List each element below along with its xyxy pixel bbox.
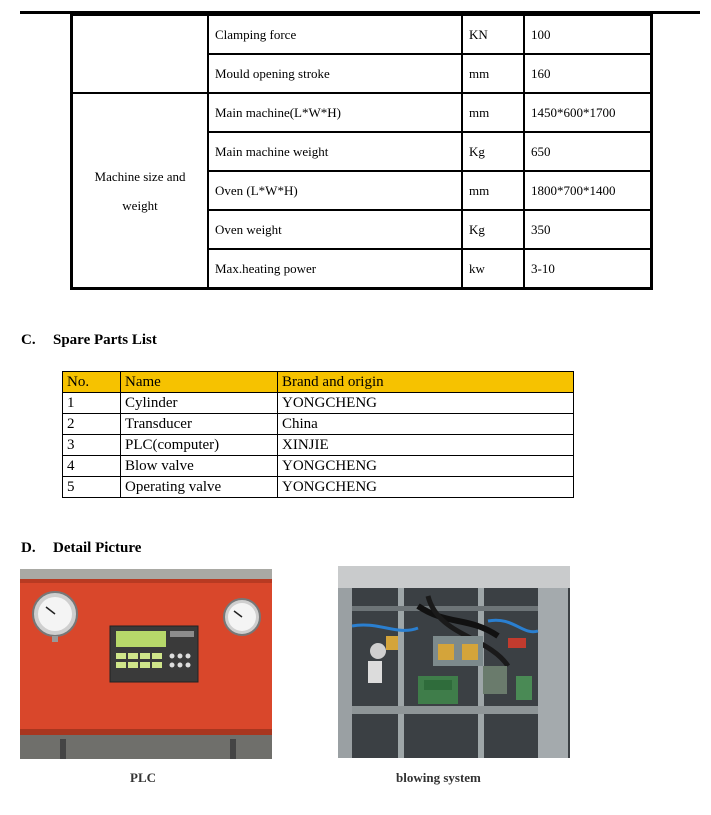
part-name: Blow valve: [121, 456, 278, 477]
spec-row: [72, 93, 652, 132]
part-no: 2: [63, 414, 121, 435]
spec-value: 100: [524, 15, 652, 54]
header-no: No.: [63, 372, 121, 393]
section-d-number: D.: [21, 540, 36, 556]
spec-param: Main machine weight: [208, 132, 462, 171]
spec-unit: Kg: [462, 132, 524, 171]
parts-row: [63, 393, 574, 414]
section-c-title: Spare Parts List: [53, 332, 157, 348]
part-name: Operating valve: [121, 477, 278, 498]
plc-panel-icon: [110, 626, 198, 682]
spec-param: Mould opening stroke: [208, 54, 462, 93]
spec-row: [72, 15, 652, 54]
spec-unit: mm: [462, 93, 524, 132]
pressure-gauge-right-icon: [224, 599, 260, 635]
spec-table: [70, 14, 653, 290]
part-brand: YONGCHENG: [278, 456, 574, 477]
spec-unit: mm: [462, 54, 524, 93]
part-no: 4: [63, 456, 121, 477]
parts-row: [63, 477, 574, 498]
part-no: 5: [63, 477, 121, 498]
blowing-system-photo: [338, 566, 570, 758]
part-name: Transducer: [121, 414, 278, 435]
plc-illustration: [20, 569, 272, 759]
group-label-line1: Machine size and: [94, 168, 186, 184]
part-no: 3: [63, 435, 121, 456]
spare-parts-table: [62, 371, 574, 498]
parts-row: [63, 456, 574, 477]
spec-param: Main machine(L*W*H): [208, 93, 462, 132]
spec-unit: mm: [462, 171, 524, 210]
spec-value: 1800*700*1400: [524, 171, 652, 210]
caption-blowing-system: blowing system: [396, 770, 481, 785]
part-brand: YONGCHENG: [278, 393, 574, 414]
spec-param: Oven (L*W*H): [208, 171, 462, 210]
spec-unit: KN: [462, 15, 524, 54]
parts-header-row: [63, 372, 574, 393]
part-name: PLC(computer): [121, 435, 278, 456]
spec-param: Clamping force: [208, 15, 462, 54]
header-brand: Brand and origin: [278, 372, 574, 393]
section-c-number: C.: [21, 332, 36, 348]
spec-value: 160: [524, 54, 652, 93]
part-no: 1: [63, 393, 121, 414]
part-brand: YONGCHENG: [278, 477, 574, 498]
parts-row: [63, 435, 574, 456]
spec-param: Oven weight: [208, 210, 462, 249]
blowing-system-illustration: [338, 566, 570, 758]
section-d-heading: [21, 540, 141, 557]
spec-unit: Kg: [462, 210, 524, 249]
header-name: Name: [121, 372, 278, 393]
caption-plc: PLC: [130, 770, 156, 785]
spec-value: 650: [524, 132, 652, 171]
section-c-heading: [21, 332, 157, 349]
group-label-line2: weight: [122, 197, 158, 213]
spec-value: 350: [524, 210, 652, 249]
spec-group-blank: [72, 15, 209, 93]
spec-value: 3-10: [524, 249, 652, 289]
part-brand: China: [278, 414, 574, 435]
spec-param: Max.heating power: [208, 249, 462, 289]
spec-unit: kw: [462, 249, 524, 289]
spec-group-label: [72, 93, 209, 289]
plc-photo: [20, 569, 272, 759]
parts-row: [63, 414, 574, 435]
part-name: Cylinder: [121, 393, 278, 414]
spec-value: 1450*600*1700: [524, 93, 652, 132]
section-d-title: Detail Picture: [53, 540, 142, 556]
part-brand: XINJIE: [278, 435, 574, 456]
